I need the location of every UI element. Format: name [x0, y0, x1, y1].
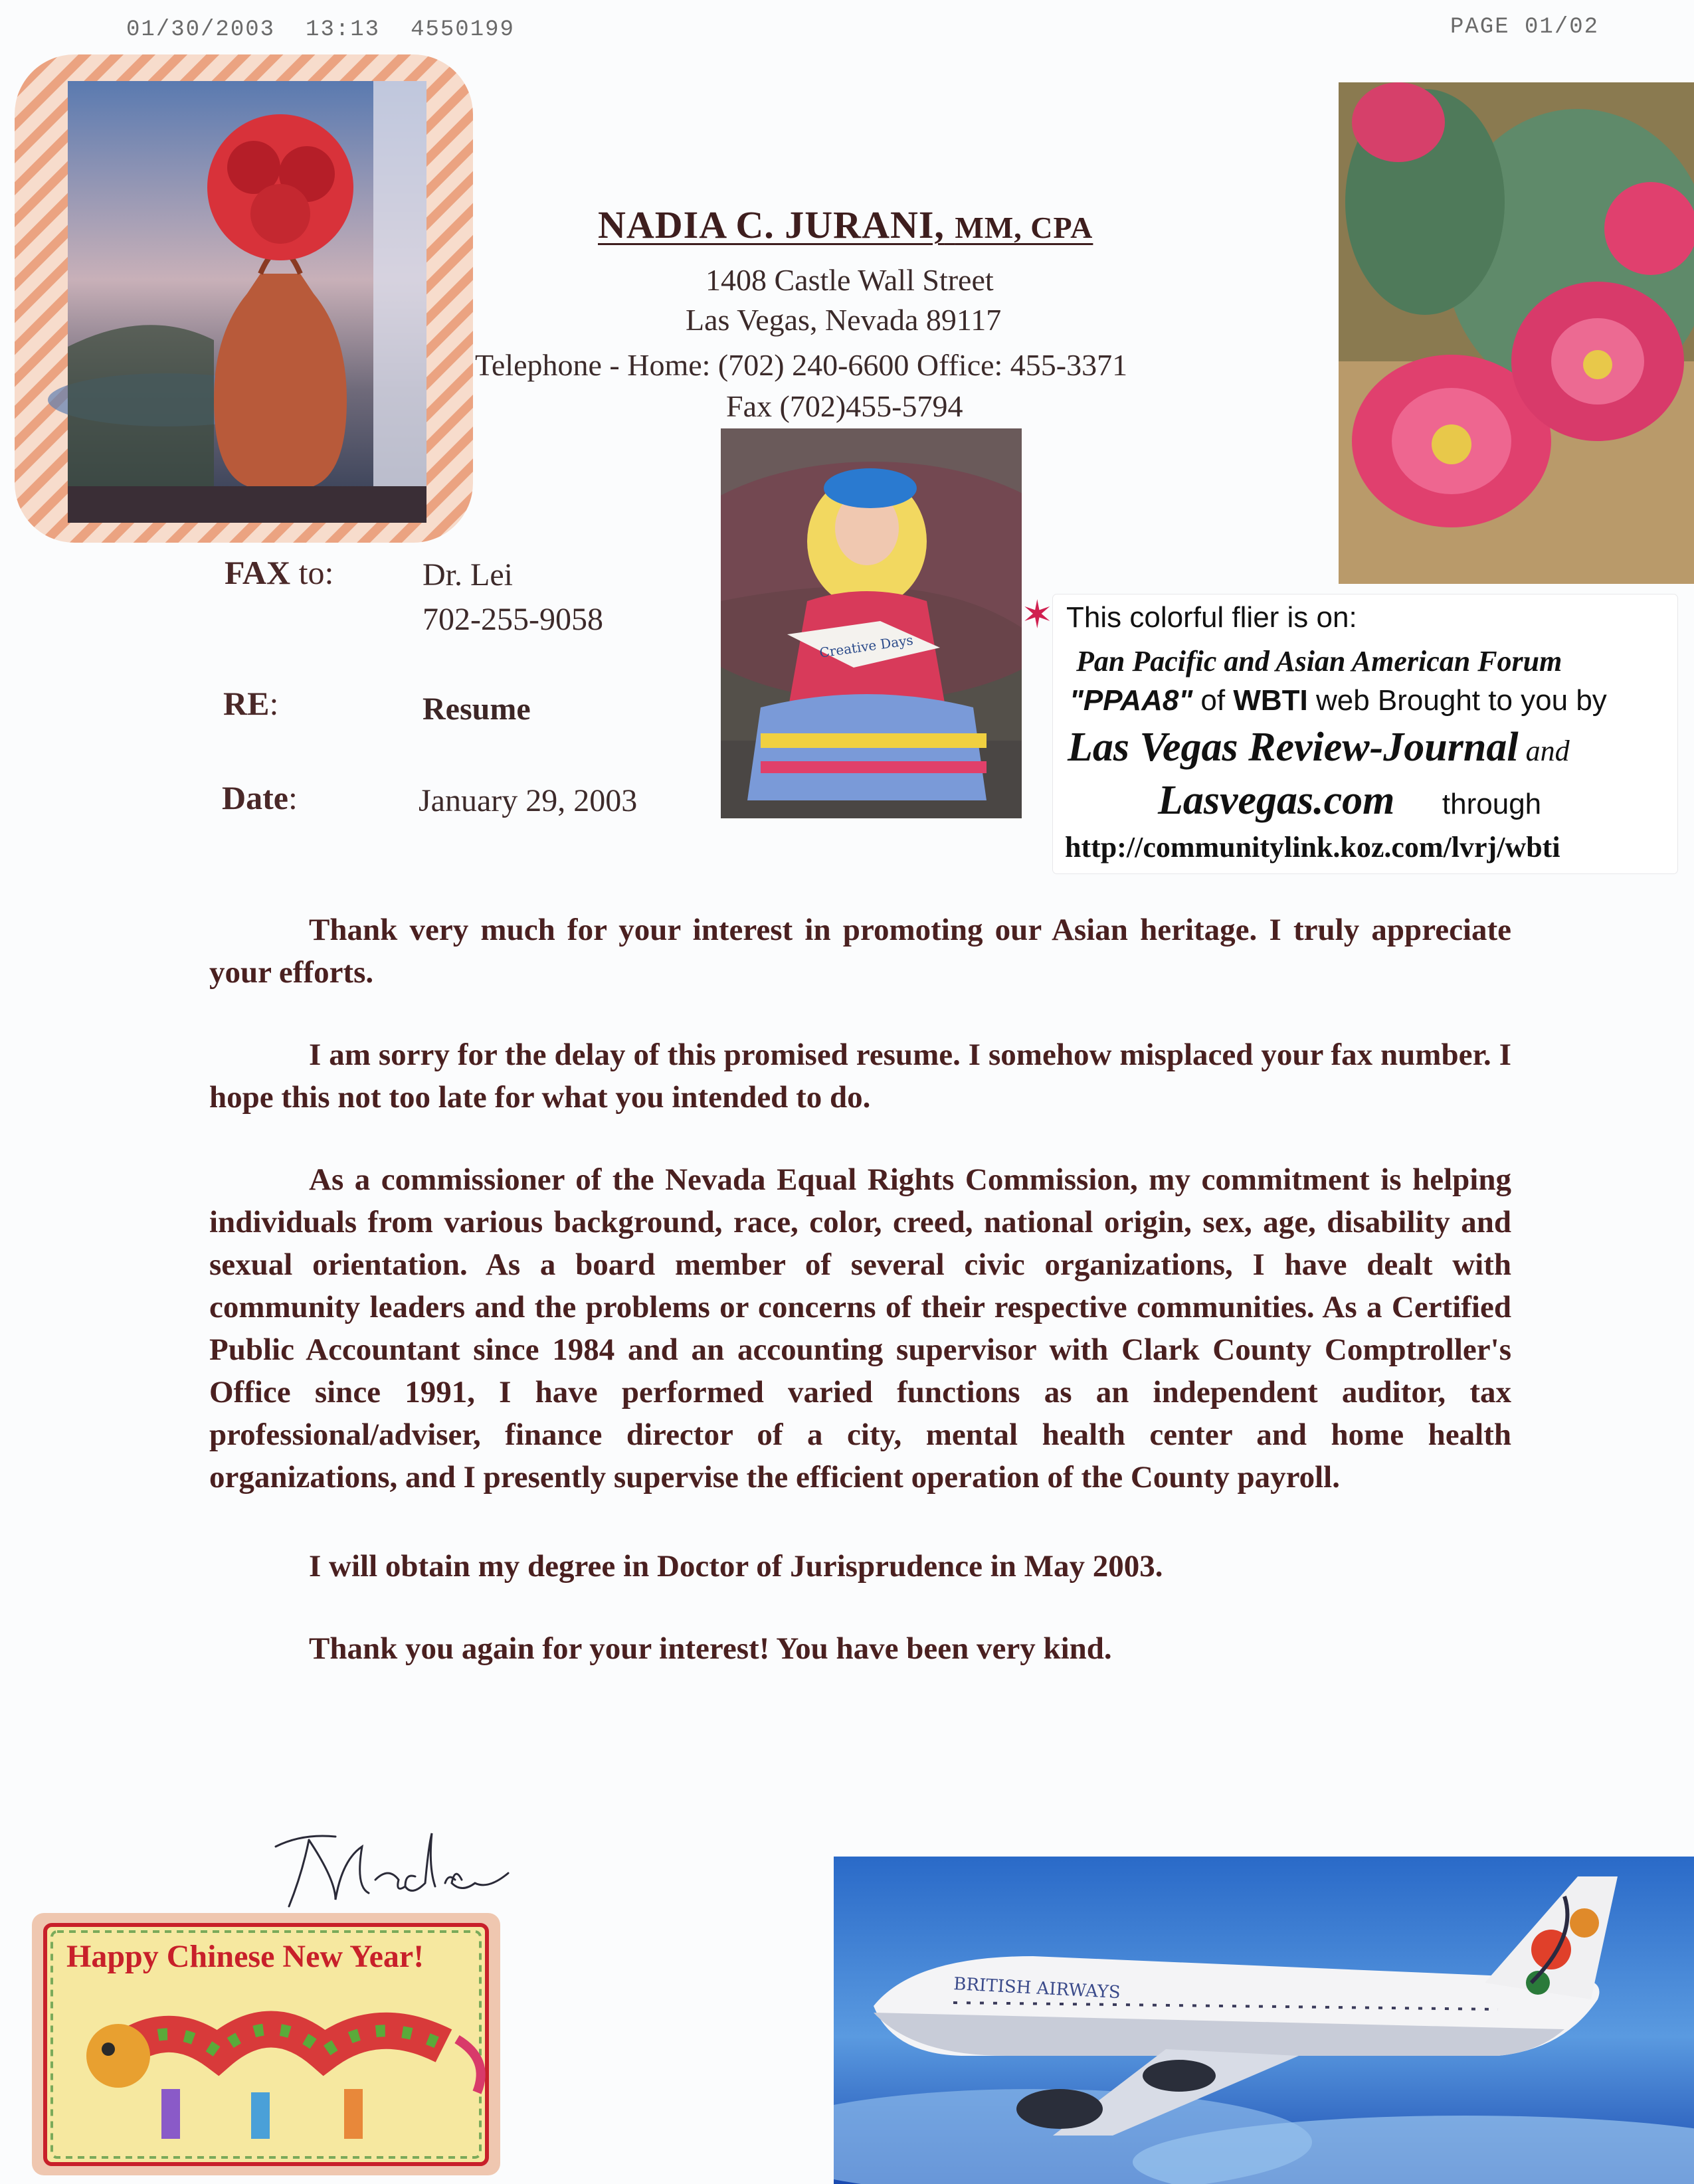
airplane-photo [834, 1857, 1694, 2184]
paragraph-3: As a commissioner of the Nevada Equal Rights Commission, my commitment is helping individuals from various background, race, color, creed, national origin, sex, age, disability and sexual orientation. As a board member of several civic organizations, I have dealt with community leaders and the problems or concerns of their respective communities. As a Certified Public Accountant since 1984 and an accounting supervisor with Clark County Comptroller's Office since 1991, I have performed varied functions as an independent auditor, tax professional/adviser, finance director of a city, mental health center and home health organizations, and I presently supervise the efficient operation of the County payroll. [209, 1162, 1511, 1495]
sender-credentials: MM, CPA [955, 211, 1093, 244]
fax-page-number: PAGE 01/02 [1450, 15, 1600, 40]
flier-review-journal: Las Vegas Review-Journal [1068, 725, 1519, 770]
flier-line-5: Lasvegas.com through [1158, 778, 1542, 823]
flier-ppaa8: "PPAA8" [1070, 684, 1193, 717]
re-subject: Resume [423, 691, 531, 727]
fax-transmission-header [126, 17, 545, 43]
flier-callout [1021, 593, 1677, 873]
book-title: Creative Days [818, 632, 915, 661]
paragraph-1: Thank very much for your interest in promoting our Asian heritage. I truly appreciate your efforts. [209, 913, 1511, 990]
sender-name: NADIA C. JURANI, MM, CPA [598, 203, 1093, 246]
re-label: RE: [223, 685, 279, 722]
fax-date: 01/30/2003 [126, 17, 276, 43]
paragraph-5: Thank you again for your interest! You have been very kind. [309, 1631, 1112, 1666]
fax-number: 4550199 [411, 17, 515, 43]
recipient-name: Dr. Lei [423, 557, 513, 592]
chinese-new-year-card [32, 1913, 500, 2175]
telephone-line: Telephone - Home: (702) 240-6600 Office: 455-3371 [475, 348, 1128, 382]
paragraph-4: I will obtain my degree in Doctor of Jurisprudence in May 2003. [309, 1549, 1163, 1584]
date-label: Date: [222, 779, 298, 816]
date-value: January 29, 2003 [419, 783, 638, 818]
flier-lasvegas-com: Lasvegas.com [1158, 778, 1395, 823]
paragraph-2: I am sorry for the delay of this promised resume. I somehow misplaced your fax number. I hope this not too late for what you intended to do. [209, 1038, 1511, 1115]
vase-painting-image [15, 54, 473, 543]
recipient-fax-number: 702-255-9058 [423, 602, 603, 637]
flier-forum-name: Pan Pacific and Asian American Forum [1076, 645, 1562, 678]
airline-livery-text: BRITISH AIRWAYS [953, 1974, 1121, 2003]
signature [262, 1820, 548, 1920]
fax-line: Fax (702)455-5794 [726, 389, 963, 423]
letter-body [209, 909, 1511, 1710]
flier-wbti: WBTI [1233, 684, 1308, 717]
fax-to-label: FAX to: [225, 554, 334, 591]
fax-time: 13:13 [306, 17, 381, 43]
flier-url-link[interactable]: http://communitylink.koz.com/lvrj/wbti [1065, 831, 1560, 864]
date-label-colon: : [288, 779, 298, 816]
letterhead [458, 203, 1256, 428]
asterisk-icon: ✶ [1021, 593, 1054, 636]
fax-to-label-suffix: to: [298, 554, 334, 591]
re-label-colon: : [269, 685, 279, 722]
address-line-1: 1408 Castle Wall Street [706, 263, 994, 297]
cactus-flower-image [1339, 82, 1694, 584]
card-greeting: Happy Chinese New Year! [66, 1939, 424, 1974]
flier-line-3: "PPAA8" of WBTI web Brought to you by [1070, 684, 1607, 717]
address-line-2: Las Vegas, Nevada 89117 [686, 303, 1002, 337]
flier-line-4: Las Vegas Review-Journal and [1068, 725, 1570, 770]
woman-reading-photo [721, 428, 1022, 818]
flier-line-1: This colorful flier is on: [1066, 601, 1357, 634]
